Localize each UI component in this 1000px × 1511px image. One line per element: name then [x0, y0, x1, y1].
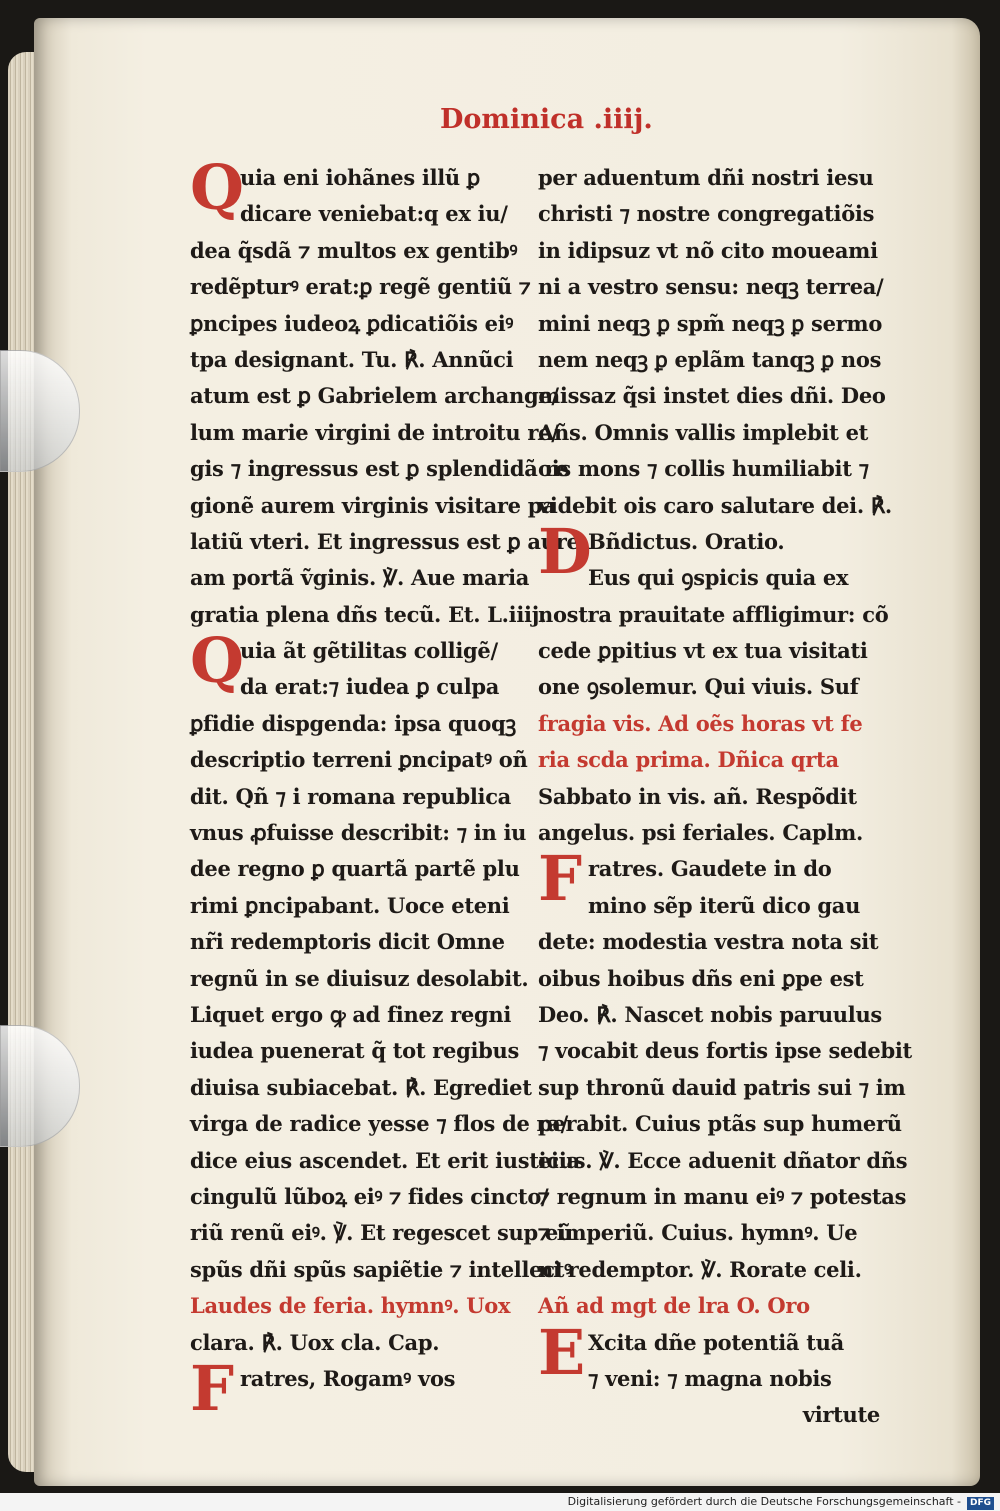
right-paragraph-3 [538, 842, 912, 1324]
right-paragraph-4 [538, 1315, 880, 1434]
left-paragraph-2 [190, 624, 580, 1361]
text-line: descriptio terreni ꝑncipatꝰ oñ [190, 747, 528, 773]
text-line: nostra prauitate affligimur: cõ [538, 601, 889, 627]
text-line: sup thronũ dauid patris sui ⁊ im [538, 1074, 906, 1100]
text-line: am portã ṽginis. ℣. Aue maria [190, 565, 530, 591]
text-line: ꝑfidie dispgenda: ipsa quoqꝫ [190, 710, 516, 736]
text-line: dice eius ascendet. Et erit iusticia [190, 1147, 580, 1173]
text-line: gionẽ aurem virginis visitare pa [190, 492, 556, 518]
text-line: ni redemptor. ℣. Rorate celi. [538, 1256, 862, 1282]
left-paragraph-3 [190, 1351, 530, 1425]
text-line: Bñdictus. Oratio. [588, 528, 785, 554]
rubric-line: fragia vis. Ad oẽs horas vt fe [538, 710, 863, 736]
text-line: gis ⁊ ingressus est ꝑ splendidã re [190, 456, 569, 482]
text-line: Xcita dñe potentiã tuã [588, 1329, 844, 1355]
text-line: tpa designant. Tu. ℟. Annũci [190, 346, 514, 372]
text-line: Eus qui ꝯspicis quia ex [588, 565, 849, 591]
text-line: oibus hoibus dñs eni ꝑpe est [538, 965, 864, 991]
text-line: missaz q̃si instet dies dñi. Deo [538, 383, 886, 409]
text-line: uia ãt gẽtilitas colligẽ/ [240, 638, 498, 664]
text-line: vnus ꝓfuisse describit: ⁊ in iu [190, 820, 527, 846]
text-line: ꝑncipes iudeoꝝ ꝑdicatiõis eiꝰ [190, 310, 514, 336]
rubric-line: ria scda prima. Dñica qrta [538, 747, 839, 773]
text-line: ⁊ imperiũ. Cuius. hymnꝰ. Ue [538, 1220, 858, 1246]
text-line: in idipsuz vt nõ cito moueami [538, 237, 878, 263]
text-line: per aduentum dñi nostri iesu [538, 165, 874, 190]
text-line: da erat:⁊ iudea ꝑ culpa [240, 674, 500, 700]
dfg-logo: DFG [967, 1497, 994, 1510]
text-line: ois mons ⁊ collis humiliabit ⁊ [538, 456, 869, 482]
text-line: regnũ in se diuisuz desolabit. [190, 965, 529, 991]
text-line: diuisa subiacebat. ℟. Egrediet [190, 1074, 532, 1100]
text-line: mini neqꝫ ꝑ spm̃ neqꝫ ꝑ sermo [538, 310, 883, 336]
text-line: atum est ꝑ Gabrielem archange/ [190, 383, 559, 409]
text-line: eius. ℣. Ecce aduenit dñator dñs [538, 1147, 908, 1173]
text-line: ratres, Rogamꝰ vos [240, 1365, 456, 1391]
text-line: ⁊ veni: ⁊ magna nobis [588, 1365, 832, 1391]
text-line: cingulũ lũboꝝ eiꝰ ⁊ fides cincto/ [190, 1183, 549, 1209]
right-column [538, 160, 912, 1434]
text-line: dea q̃sdã ⁊ multos ex gentibꝰ [190, 237, 518, 263]
text-line: ⁊ vocabit deus fortis ipse sedebit [538, 1038, 912, 1064]
text-line: redẽpturꝰ erat:ꝑ regẽ gentiũ ⁊ [190, 274, 531, 300]
running-header: Dominica .iiij. [440, 104, 653, 135]
text-line: lum marie virgini de introitu re/ [190, 419, 559, 445]
text-line: dicare veniebat:q ex iu/ [240, 201, 508, 227]
right-paragraph-2 [538, 514, 889, 852]
funding-footer [0, 1493, 1000, 1511]
text-line: Sabbato in vis. añ. Respõdit [538, 783, 857, 809]
text-line: virga de radice yesse ⁊ flos de ra/ [190, 1111, 568, 1137]
text-line: videbit ois caro salutare dei. ℟. [538, 492, 892, 518]
left-column [190, 151, 580, 1425]
text-line: angelus. psi feriales. Caplm. [538, 820, 864, 846]
text-line: ni a vestro sensu: neqꝫ terrea/ [538, 274, 884, 300]
text-line: virtute [802, 1402, 880, 1428]
text-line: Añs. Omnis vallis implebit et [538, 419, 869, 445]
text-line: nem neqꝫ ꝑ eplãm tanqꝫ ꝑ nos [538, 346, 882, 372]
text-line: cede ꝑpitius vt ex tua visitati [538, 638, 868, 664]
rubric-line: Añ ad mgt de lra O. Oro [538, 1293, 810, 1319]
text-line: Liquet ergo ꝙ ad finez regni [190, 1001, 512, 1027]
drop-initial: F [190, 1351, 234, 1425]
text-line: nr̃i redemptoris dicit Omne [190, 929, 505, 955]
text-line: one ꝯsolemur. Qui viuis. Suf [538, 674, 859, 700]
drop-initial: D [538, 514, 592, 588]
right-paragraph-1 [538, 160, 892, 524]
text-line: clara. ℟. Uox cla. Cap. [190, 1329, 440, 1355]
rubric-line: Laudes de feria. hymnꝰ. Uox [190, 1293, 511, 1319]
text-line: iudea puenerat q̃ tot regibus [190, 1038, 520, 1064]
drop-initial: F [538, 842, 582, 916]
text-line: uia eni iohãnes illũ ꝑ [240, 165, 480, 190]
text-line: ⁊ regnum in manu eiꝰ ⁊ potestas [538, 1183, 907, 1209]
text-line: riũ renũ eiꝰ. ℣. Et regescet sup eũ [190, 1220, 573, 1246]
text-line: christi ⁊ nostre congregatiõis [538, 201, 875, 227]
drop-initial: Q [190, 151, 244, 224]
text-line: Deo. ℟. Nascet nobis paruulus [538, 1001, 882, 1027]
text-line: mino sẽp iterũ dico gau [588, 892, 861, 918]
footer-text: Digitalisierung gefördert durch die Deutsche Forschungsgemeinschaft - [567, 1495, 961, 1508]
drop-initial: E [538, 1315, 585, 1389]
text-line: ratres. Gaudete in do [588, 856, 832, 882]
left-paragraph-1 [190, 151, 580, 633]
text-line: rimi ꝑncipabant. Uoce eteni [190, 892, 510, 918]
drop-initial: Q [190, 624, 244, 698]
text-line: perabit. Cuius ptãs sup humerũ [538, 1111, 902, 1137]
text-line: gratia plena dñs tecũ. Et. L.iiij. [190, 601, 547, 627]
text-line: latiũ vteri. Et ingressus est ꝑ aure [190, 528, 580, 554]
text-line: dee regno ꝑ quartã partẽ plu [190, 856, 520, 882]
text-line: dit. Qñ ⁊ i romana republica [190, 783, 511, 809]
text-line: dete: modestia vestra nota sit [538, 929, 879, 955]
text-line: spũs dñi spũs sapiẽtie ⁊ intellectꝰ [190, 1256, 572, 1282]
